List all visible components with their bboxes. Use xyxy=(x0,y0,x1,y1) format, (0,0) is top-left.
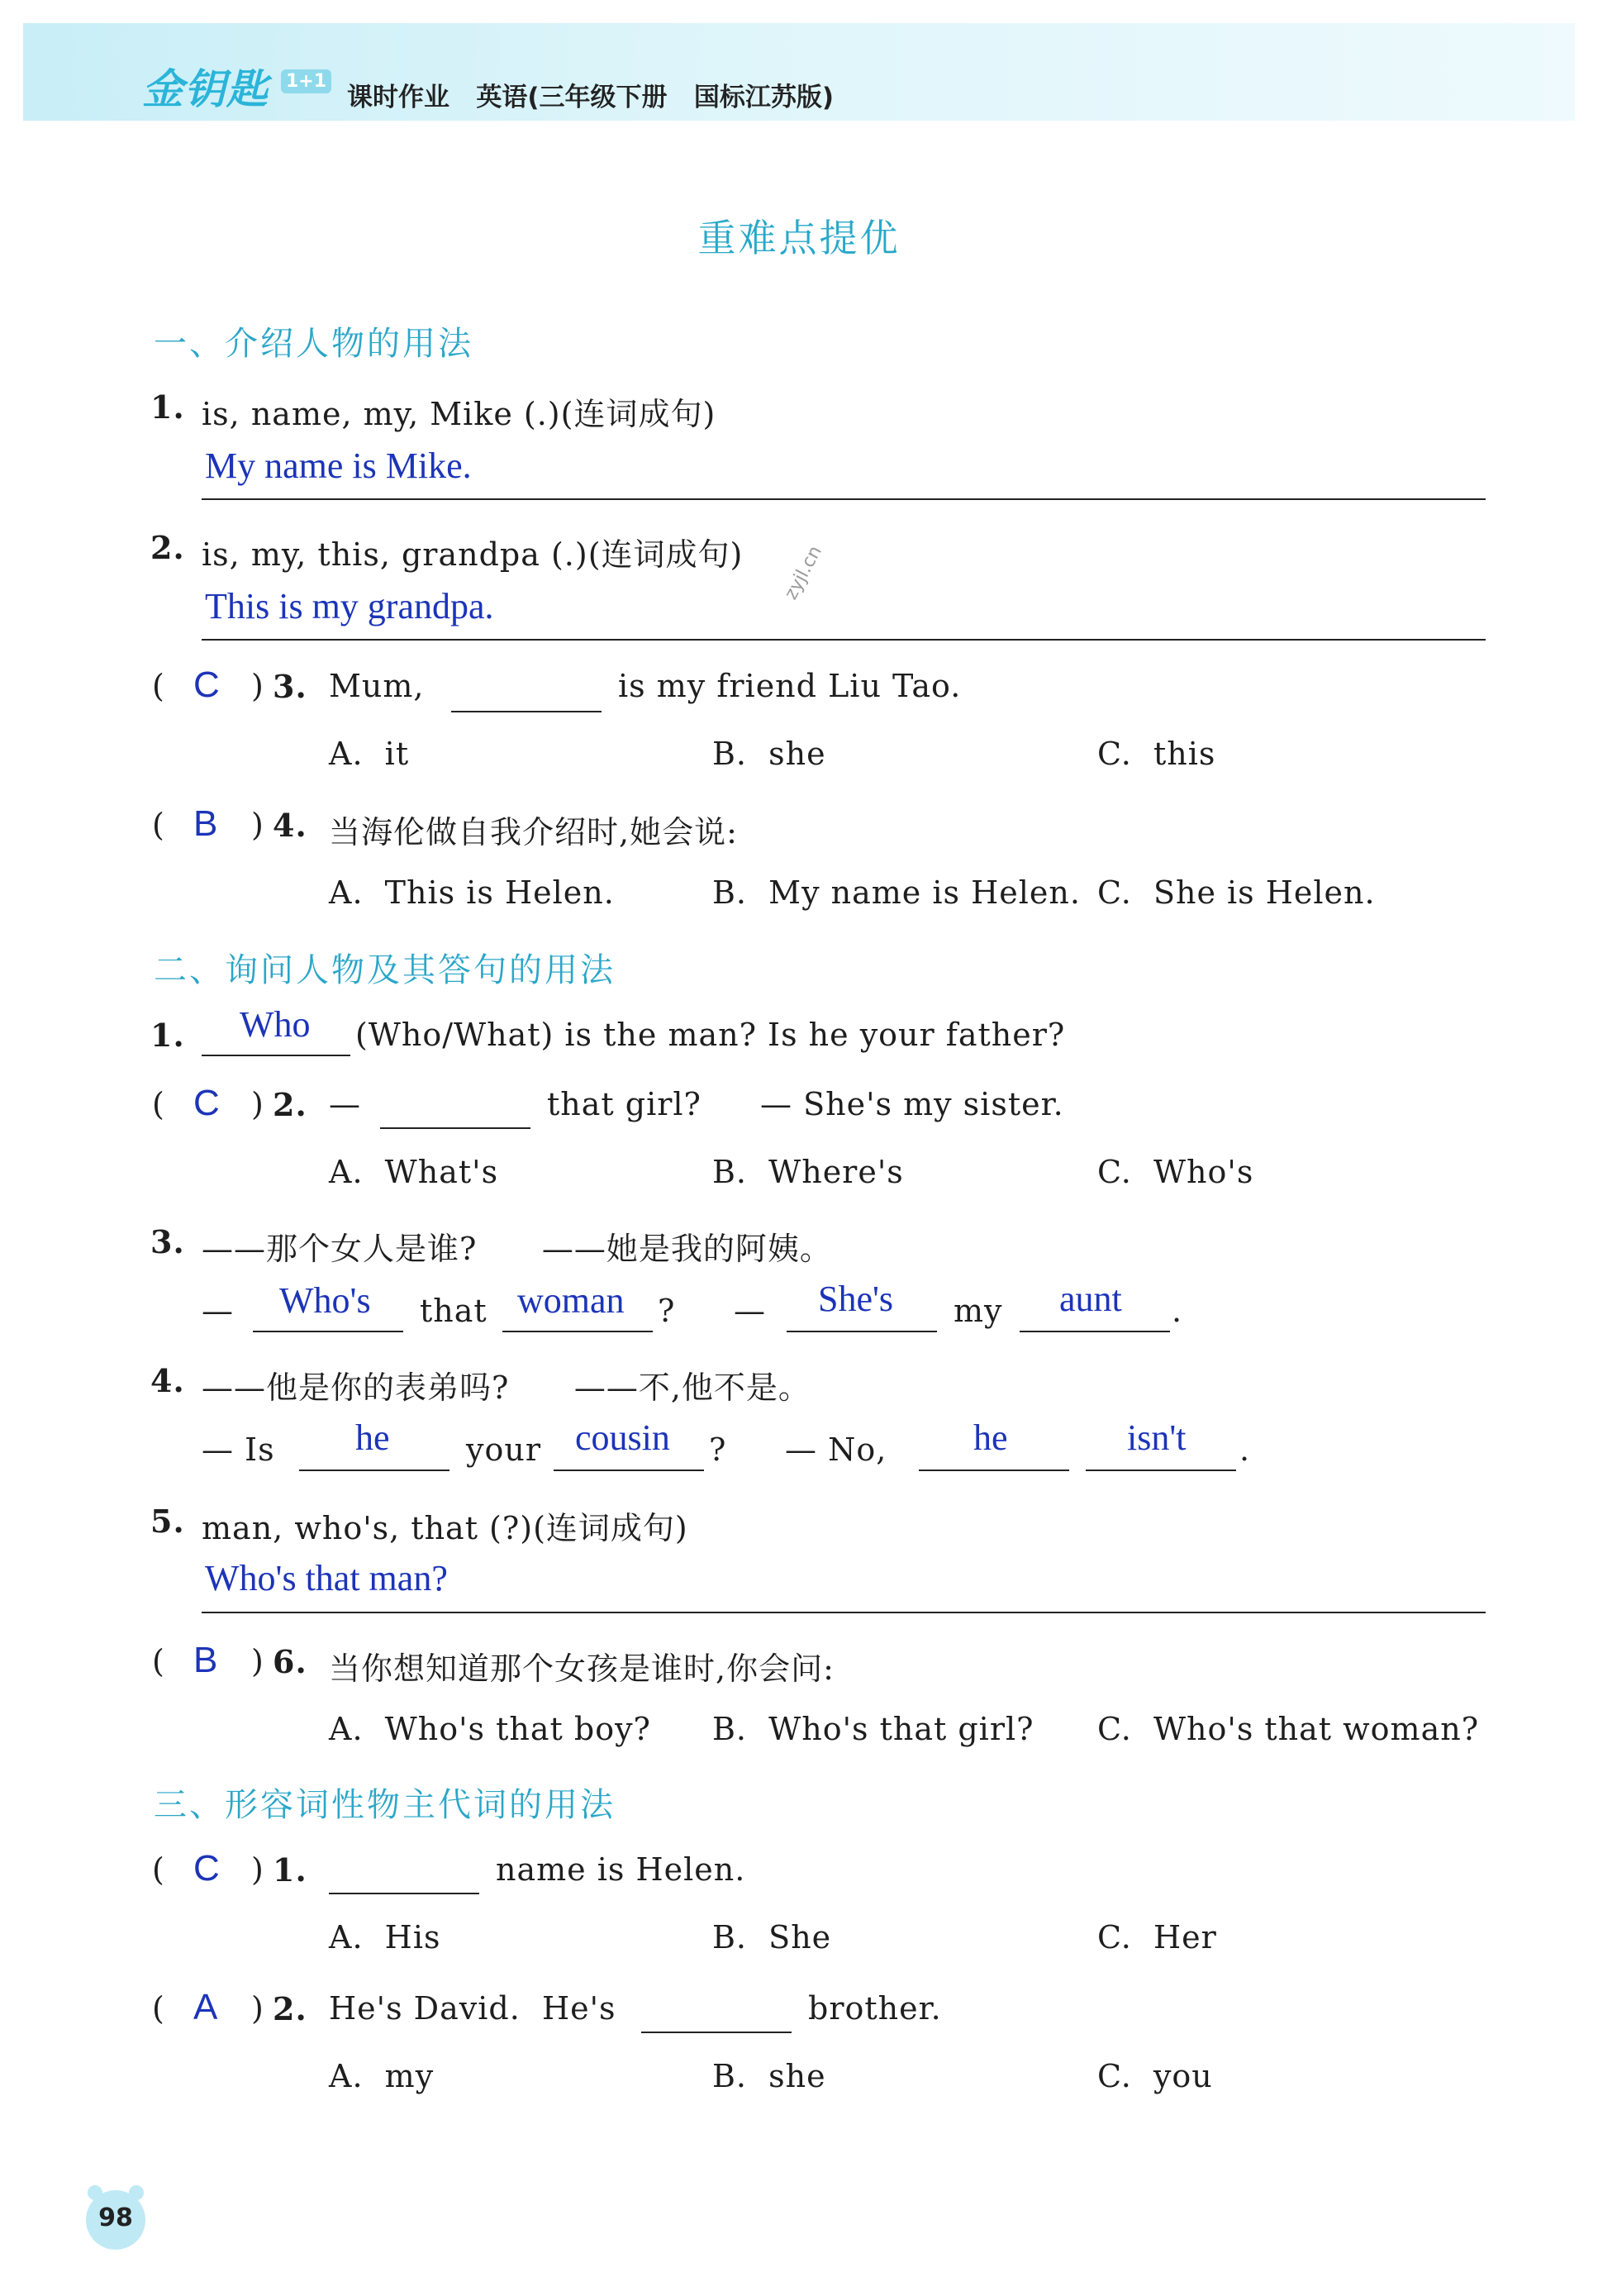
answer-text: My name is Mike. xyxy=(205,445,472,486)
paren-open: ( xyxy=(152,1643,165,1679)
question-text: He's David. He's xyxy=(329,1990,616,2027)
option-b: B. She xyxy=(712,1919,832,1955)
brand-logo-badge: 1+1 xyxy=(281,69,331,93)
answer-line xyxy=(202,1612,1486,1613)
page-title: 重难点提优 xyxy=(697,216,901,260)
question-text: ? xyxy=(658,1293,676,1329)
answer-text: isn't xyxy=(1127,1417,1187,1458)
option-a: A. What's xyxy=(329,1154,499,1190)
option-b: B. Where's xyxy=(712,1154,904,1190)
choice-answer: A xyxy=(193,1987,218,2027)
answer-line xyxy=(202,639,1486,641)
option-b: B. she xyxy=(712,736,826,772)
section-heading-1: 一、介绍人物的用法 xyxy=(154,325,473,363)
blank xyxy=(329,1893,479,1894)
dash: — xyxy=(734,1293,766,1329)
answer-text: he xyxy=(973,1417,1008,1458)
dash: — xyxy=(329,1086,361,1122)
blank xyxy=(451,711,602,712)
paren-close: ) xyxy=(251,1086,264,1122)
question-text: that girl? xyxy=(547,1086,702,1122)
blank xyxy=(1020,1331,1170,1332)
option-b: B. she xyxy=(712,2058,826,2094)
question-text: 当你想知道那个女孩是谁时,你会问: xyxy=(329,1651,835,1687)
question-number: 1. xyxy=(150,1017,185,1054)
blank xyxy=(380,1127,530,1129)
answer-text: he xyxy=(355,1417,390,1458)
paren-close: ) xyxy=(251,1643,264,1679)
paren-close: ) xyxy=(251,1851,264,1888)
blank xyxy=(554,1470,704,1471)
question-text: — No, xyxy=(785,1431,887,1468)
option-c: C. this xyxy=(1097,736,1216,772)
question-text: — Is xyxy=(202,1431,275,1468)
question-text: name is Helen. xyxy=(496,1851,746,1888)
blank xyxy=(502,1331,653,1332)
choice-answer: C xyxy=(193,1083,220,1123)
question-text: my xyxy=(954,1293,1003,1329)
question-number: 5. xyxy=(150,1503,185,1540)
blank xyxy=(202,1055,350,1056)
question-text: ? xyxy=(709,1431,727,1468)
question-prompt: is, name, my, Mike (.)(连词成句) xyxy=(202,396,716,432)
option-c: C. Her xyxy=(1097,1919,1217,1955)
watermark: zyjl.cn xyxy=(781,542,826,603)
question-number: 2. xyxy=(273,1086,307,1123)
question-number: 3. xyxy=(150,1223,185,1260)
answer-text: Who xyxy=(240,1004,311,1045)
question-text: (Who/What) is the man? Is he your father? xyxy=(355,1017,1066,1053)
paren-open: ( xyxy=(152,1086,165,1122)
answer-text: Who's that man? xyxy=(205,1558,448,1598)
question-text: your xyxy=(466,1431,541,1468)
answer-line xyxy=(202,498,1486,500)
option-a: A. it xyxy=(329,736,410,772)
option-c: C. Who's that woman? xyxy=(1097,1711,1480,1747)
answer-text: She's xyxy=(818,1279,894,1319)
option-a: A. This is Helen. xyxy=(329,874,615,911)
answer-text: woman xyxy=(517,1280,625,1321)
section-heading-3: 三、形容词性物主代词的用法 xyxy=(154,1786,616,1824)
question-number: 2. xyxy=(273,1990,307,2027)
page-number-badge xyxy=(86,2190,145,2250)
option-a: A. His xyxy=(329,1919,441,1955)
option-c: C. you xyxy=(1097,2058,1213,2094)
question-number: 2. xyxy=(150,529,185,566)
question-number: 3. xyxy=(273,668,307,705)
question-number: 4. xyxy=(150,1362,185,1399)
option-a: A. my xyxy=(329,2058,435,2094)
option-c: C. She is Helen. xyxy=(1097,874,1376,911)
blank xyxy=(299,1470,449,1471)
section-heading-2: 二、询问人物及其答句的用法 xyxy=(154,951,616,989)
choice-answer: B xyxy=(193,803,218,844)
answer-text: aunt xyxy=(1059,1279,1122,1319)
header-book-info: 课时作业 英语(三年级下册 国标江苏版) xyxy=(347,83,835,112)
blank xyxy=(641,2032,792,2033)
question-number: 1. xyxy=(150,388,185,426)
question-text: . xyxy=(1172,1293,1183,1329)
question-text: brother. xyxy=(808,1990,942,2027)
paren-open: ( xyxy=(152,1851,165,1888)
answer-text: This is my grandpa. xyxy=(205,586,494,626)
question-text: — She's my sister. xyxy=(760,1086,1064,1122)
question-text: that xyxy=(420,1293,487,1329)
blank xyxy=(919,1470,1069,1471)
brand-logo: 金钥匙 xyxy=(142,65,269,113)
blank xyxy=(1086,1470,1236,1471)
answer-text: cousin xyxy=(575,1417,670,1458)
choice-answer: B xyxy=(193,1640,218,1680)
question-prompt: is, my, this, grandpa (.)(连词成句) xyxy=(202,536,744,573)
question-text: ——他是你的表弟吗? ——不,他不是。 xyxy=(202,1370,811,1406)
question-text: is my friend Liu Tao. xyxy=(618,668,962,704)
answer-text: Who's xyxy=(279,1280,371,1321)
question-number: 1. xyxy=(273,1851,307,1889)
paren-close: ) xyxy=(251,1990,264,2027)
blank xyxy=(787,1331,937,1332)
question-text: Mum, xyxy=(329,668,425,704)
question-number: 4. xyxy=(273,807,307,844)
paren-open: ( xyxy=(152,1990,165,2027)
question-text: 当海伦做自我介绍时,她会说: xyxy=(329,814,738,850)
option-c: C. Who's xyxy=(1097,1154,1254,1190)
question-text: ——那个女人是谁? ——她是我的阿姨。 xyxy=(202,1231,832,1267)
choice-answer: C xyxy=(193,1848,220,1889)
option-b: B. My name is Helen. xyxy=(712,874,1081,911)
paren-close: ) xyxy=(251,668,264,704)
page-number: 98 xyxy=(98,2203,133,2232)
question-text: . xyxy=(1239,1431,1251,1468)
option-a: A. Who's that boy? xyxy=(329,1711,651,1747)
paren-close: ) xyxy=(251,807,264,843)
question-prompt: man, who's, that (?)(连词成句) xyxy=(202,1510,688,1546)
paren-open: ( xyxy=(152,807,165,843)
paren-open: ( xyxy=(152,668,165,704)
option-b: B. Who's that girl? xyxy=(712,1711,1034,1747)
choice-answer: C xyxy=(193,665,220,705)
blank xyxy=(253,1331,403,1332)
question-number: 6. xyxy=(273,1643,307,1680)
dash: — xyxy=(202,1293,234,1329)
